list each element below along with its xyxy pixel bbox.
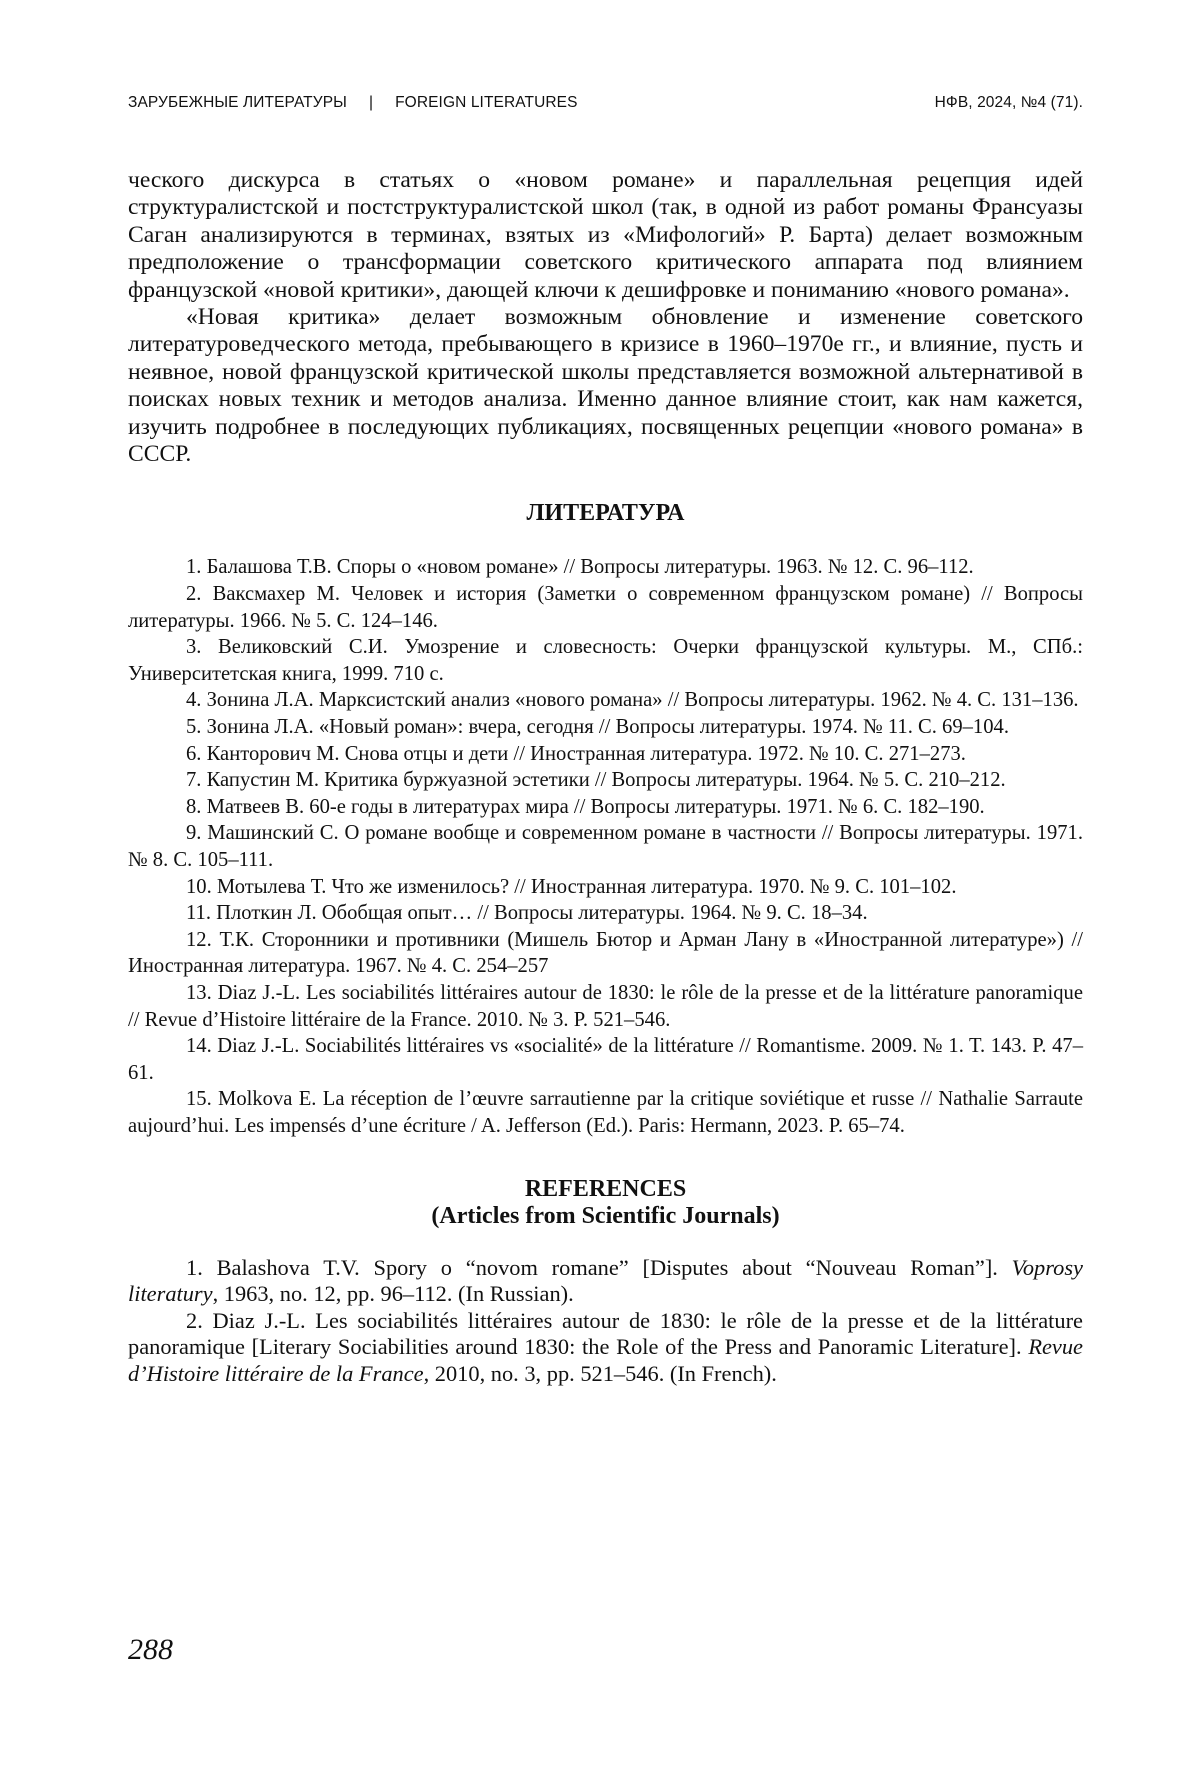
literature-item: 8. Матвеев В. 60-е годы в литературах мира // Вопросы литературы. 1971. № 6. С. 182–190. <box>186 795 985 818</box>
running-head-left <box>128 94 578 112</box>
running-head <box>128 94 1083 116</box>
literature-item: 14. Diaz J.-L. Sociabilités littéraires vs «socialité» de la littérature // Romantisme. 2009. № 1. T. 143. P. 47–61. <box>128 1035 1083 1084</box>
literature-item: 9. Машинский С. О романе вообще и современном романе в частности // Вопросы литературы. 1971. № 8. С. 105–111. <box>128 822 1083 871</box>
reference-journal: Revue d’Histoire littéraire de la France <box>128 1334 1083 1386</box>
literature-item: 10. Мотылева Т. Что же изменилось? // Иностранная литература. 1970. № 9. С. 101–102. <box>186 875 957 898</box>
section-name-ru: ЗАРУБЕЖНЫЕ ЛИТЕРАТУРЫ <box>128 94 347 111</box>
literature-item: 5. Зонина Л.А. «Новый роман»: вчера, сегодня // Вопросы литературы. 1974. № 11. С. 69–104. <box>186 716 1009 739</box>
literature-item: 1. Балашова Т.В. Споры о «новом романе» // Вопросы литературы. 1963. № 12. С. 96–112. <box>186 556 974 579</box>
literature-item: 13. Diaz J.-L. Les sociabilités littéraires autour de 1830: le rôle de la presse et de la littérature panoramique // Revue d’Histoire littéraire de la France. 2010. № 3. P. 521–546. <box>128 981 1083 1031</box>
reference-journal: Voprosy literatury <box>128 1254 1083 1307</box>
body-paragraph: «Новая критика» делает возможным обновление и изменение советского литературоведческого метода, пребывающего в кризисе в 1960–1970е гг., и влияние, пусть и неявное, новой французской критической школы представляется возможной альтернативой в поисках новых техник и методов анализа. Именно данное влияние стоит, как нам кажется, изучить подробнее в последующих публикациях, посвященных рецепции «нового романа» в СССР. <box>128 304 1083 468</box>
literature-item: 2. Ваксмахер М. Человек и история (Заметки о современном французском романе) // Вопросы литературы. 1966. № 5. С. 124–146. <box>128 583 1083 632</box>
reference-details: , 1963, no. 12, pp. 96–112. (In Russian). <box>212 1281 574 1307</box>
literature-item: 7. Капустин М. Критика буржуазной эстетики // Вопросы литературы. 1964. № 5. С. 210–212. <box>186 769 1006 792</box>
literature-list <box>128 554 1083 1139</box>
literature-item: 6. Канторович М. Снова отцы и дети // Иностранная литература. 1972. № 10. С. 271–273. <box>186 742 966 765</box>
section-name-en: FOREIGN LITERATURES <box>395 94 578 111</box>
literature-item: 3. Великовский С.И. Умозрение и словесность: Очерки французской культуры. М., СПб.: Университетская книга, 1999. 710 с. <box>128 636 1083 685</box>
references-list <box>128 1255 1083 1388</box>
reference-item <box>128 1255 1083 1308</box>
main-content <box>128 167 1083 1388</box>
reference-details: , 2010, no. 3, pp. 521–546. (In French). <box>423 1360 777 1386</box>
literature-heading: ЛИТЕРАТУРА <box>526 500 685 527</box>
reference-text: 1. Balashova T.V. Spory o “novom romane” [Disputes about “Nouveau Roman”]. <box>186 1254 1012 1280</box>
body-paragraph: ческого дискурса в статьях о «новом романе» и параллельная рецепция идей структуралистской и постструктуралистской школ (так, в одной из работ романы Франсуазы Саган анализируются в терминах, взятых из «Мифологий» Р. Барта) делает возможным предположение о трансформации советского критического аппарата под влиянием французской «новой критики», дающей ключи к дешифровке и пониманию «нового романа». <box>128 167 1083 303</box>
reference-item <box>128 1308 1083 1388</box>
literature-item: 4. Зонина Л.А. Марксистский анализ «нового романа» // Вопросы литературы. 1962. № 4. С. 131–136. <box>186 689 1079 712</box>
reference-text: 2. Diaz J.-L. Les sociabilités littéraires autour de 1830: le rôle de la presse et de la littérature panoramique [Literary Sociabilities around 1830: the Role of the Press and Panoramic Literature]. <box>128 1307 1083 1360</box>
references-heading: REFERENCES <box>524 1175 687 1202</box>
journal-issue: НФВ, 2024, №4 (71). <box>934 94 1083 111</box>
literature-item: 11. Плоткин Л. Обобщая опыт… // Вопросы литературы. 1964. № 9. С. 18–34. <box>186 902 868 925</box>
literature-item: 15. Molkova E. La réception de l’œuvre sarrautienne par la critique soviétique et russe // Nathalie Sarraute aujourd’hui. Les impensés d’une écriture / A. Jefferson (Ed.). Paris: Hermann, 2023. P. 65–74. <box>128 1088 1083 1137</box>
references-subheading: (Articles from Scientific Journals) <box>431 1202 780 1229</box>
header-separator: | <box>368 94 374 111</box>
literature-item: 12. Т.К. Сторонники и противники (Мишель Бютор и Арман Лану в «Иностранной литературе») // Иностранная литература. 1967. № 4. С. 254–257 <box>128 928 1083 978</box>
page-number: 288 <box>128 1633 173 1666</box>
